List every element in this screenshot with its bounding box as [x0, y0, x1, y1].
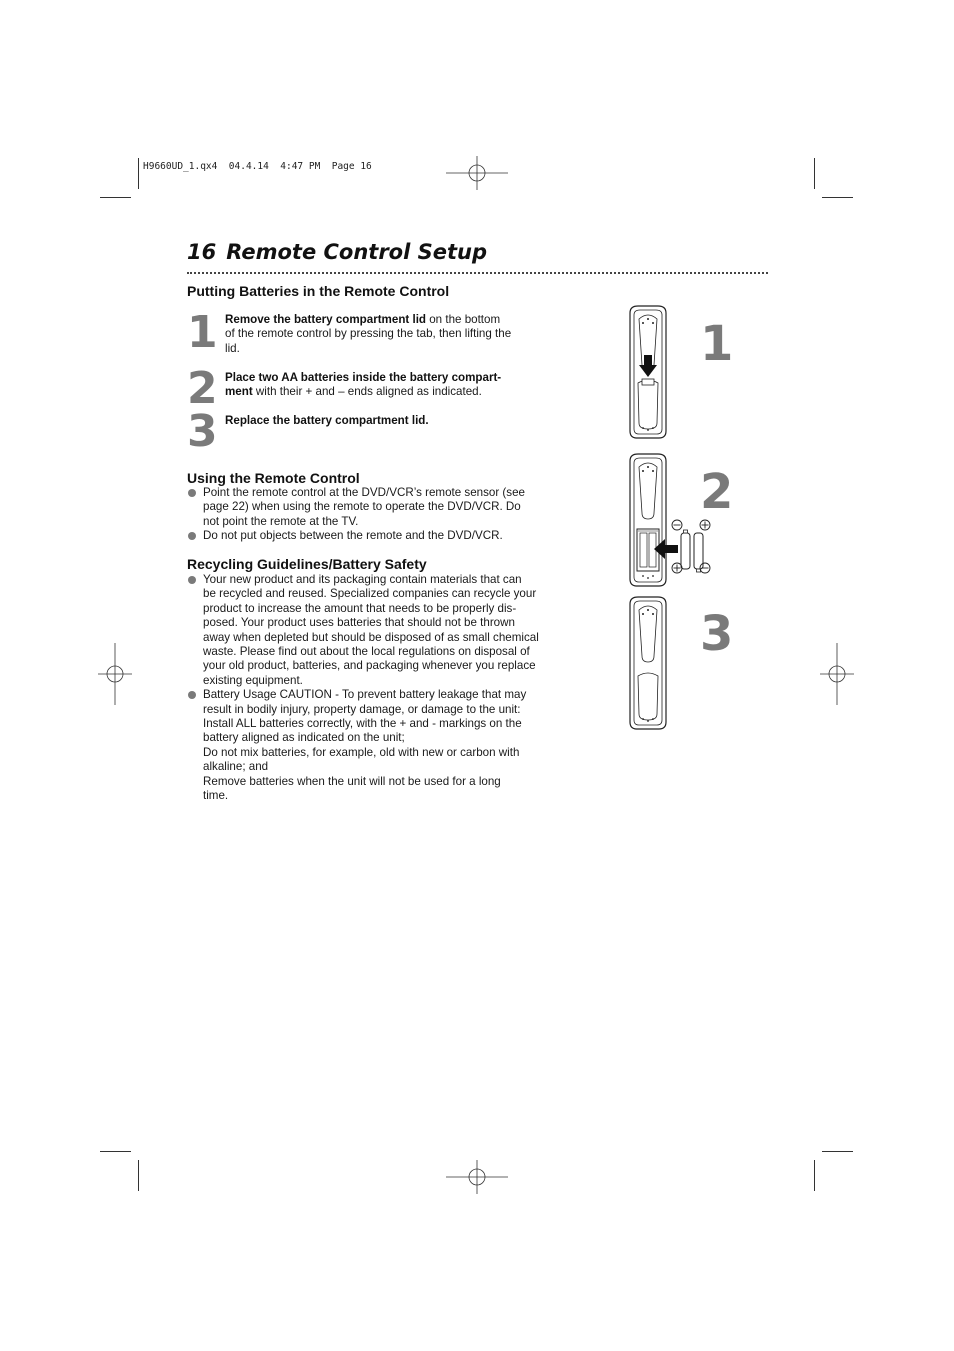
registration-mark-right	[820, 643, 854, 705]
section-heading-batteries: Putting Batteries in the Remote Control	[187, 283, 450, 299]
remote-illustration-1	[626, 305, 670, 439]
section-heading-using: Using the Remote Control	[187, 470, 360, 486]
page-number: 16	[187, 240, 217, 264]
figure-label-3: 3	[700, 606, 734, 662]
crop-mark	[100, 197, 131, 198]
registration-mark-top	[446, 156, 508, 190]
page-title	[187, 240, 487, 264]
registration-mark-bottom	[446, 1160, 508, 1194]
section-heading-recycling: Recycling Guidelines/Battery Safety	[187, 556, 427, 572]
step-1-text: on the bottom	[426, 313, 501, 326]
crop-mark	[814, 1160, 815, 1191]
bullet-icon	[188, 576, 196, 584]
figure-label-1: 1	[700, 316, 734, 372]
step-2-bold-line2: ment	[225, 385, 253, 399]
list-item: Battery Usage CAUTION - To prevent battery leakage that may result in bodily injury, property damage, or damage to the unit: Install ALL batteries correctly, with the + and - markings on the battery aligned as indicated on the unit; Do not mix batteries, for example, old with new or carbon with alkaline; and Remove batteries when the unit will not be used for a long time.	[187, 688, 557, 803]
step-3-bold: Replace the battery compartment lid.	[225, 414, 429, 427]
printer-slug: H9660UD_1.qx4 04.4.14 4:47 PM Page 16	[143, 161, 372, 172]
list-item: Your new product and its packaging contain materials that can be recycled and reused. Specialized companies can recycle your product to increase the amount that needs to be properly dis- posed. Your product uses batteries that should not be thrown away when depleted but should be disposed of as small chemical waste. Please find out about the local regulations on disposal of your old product, batteries, and packaging whenever you replace existing equipment.	[187, 573, 557, 688]
step-text-1	[225, 313, 555, 356]
step-1-line3: lid.	[225, 341, 240, 355]
remote-illustration-3	[626, 596, 670, 730]
figure-label-2: 2	[700, 464, 734, 520]
crop-mark	[138, 158, 139, 189]
page-title-text: Remote Control Setup	[226, 240, 488, 264]
step-2-bold-line1: Place two AA batteries inside the battery compart-	[225, 371, 502, 384]
step-2-text: with their + and – ends aligned as indicated.	[252, 385, 482, 399]
dotted-divider	[187, 272, 768, 274]
list-item: Point the remote control at the DVD/VCR’s remote sensor (see page 22) when using the remote to operate the DVD/VCR. Do not point the remote at the TV.	[187, 486, 552, 529]
registration-mark-left	[98, 643, 132, 705]
bullet-icon	[188, 489, 196, 497]
crop-mark	[822, 197, 853, 198]
list-item: Do not put objects between the remote and the DVD/VCR.	[187, 529, 552, 543]
using-bullet-list	[187, 486, 552, 544]
bullet-icon	[188, 532, 196, 540]
recycling-bullet-list	[187, 573, 557, 804]
bullet-icon	[188, 691, 196, 699]
crop-mark	[814, 158, 815, 189]
step-number-2: 2	[187, 363, 218, 414]
step-number-3: 3	[187, 406, 218, 457]
crop-mark	[100, 1151, 131, 1152]
step-1-bold: Remove the battery compartment lid	[225, 313, 427, 326]
step-text-2	[225, 371, 555, 400]
step-number-1: 1	[187, 307, 218, 358]
crop-mark	[822, 1151, 853, 1152]
step-1-line2: of the remote control by pressing the tab, then lifting the	[225, 327, 512, 341]
crop-mark	[138, 1160, 139, 1191]
step-text-3	[225, 414, 555, 428]
